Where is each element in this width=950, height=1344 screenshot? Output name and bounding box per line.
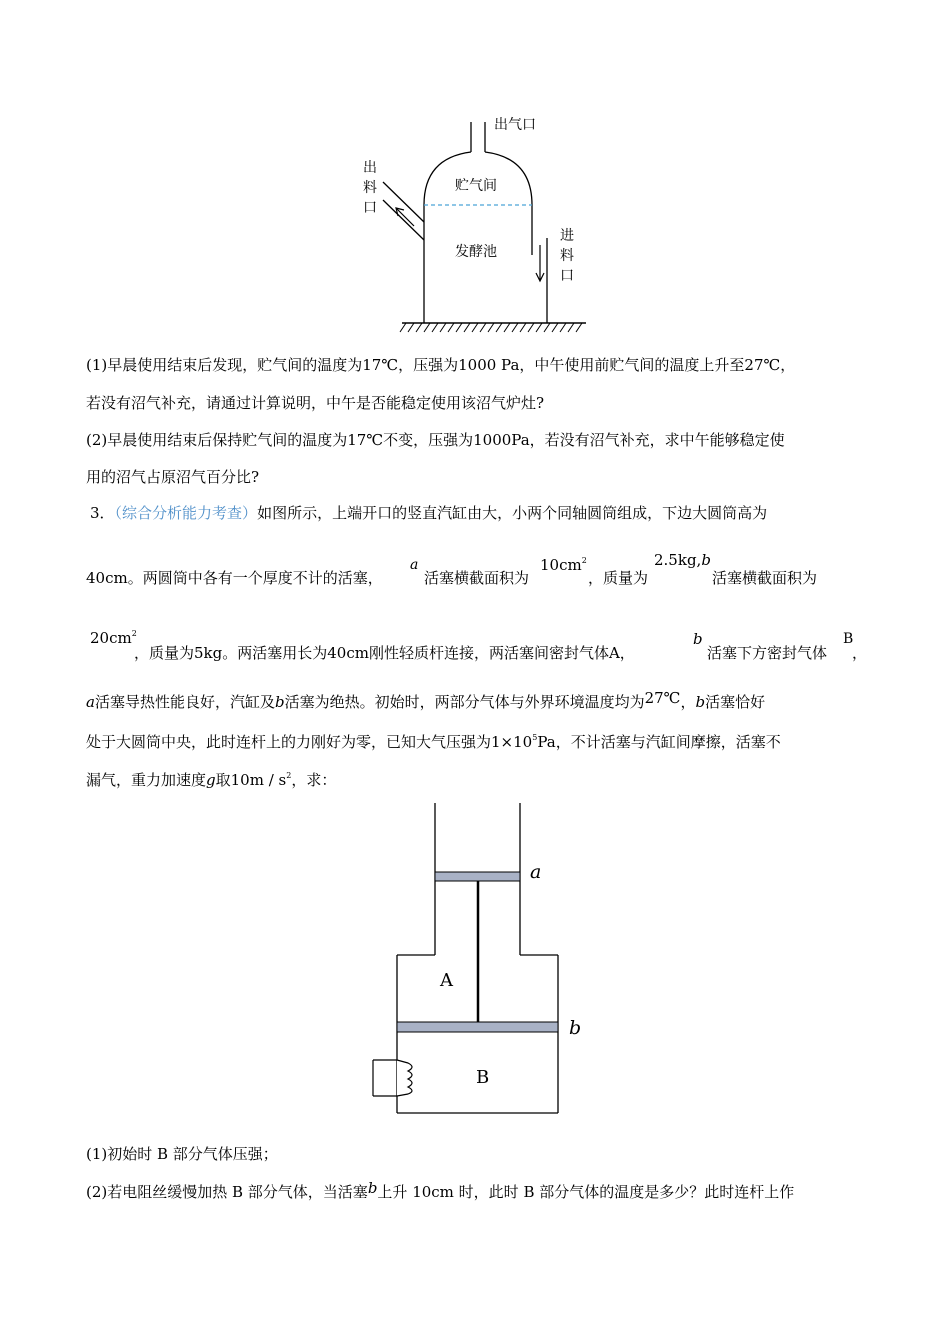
- outlet-label: 出气口: [494, 117, 536, 133]
- ferment-label: 发酵池: [455, 244, 497, 260]
- q2-part2-line2: 用的沼气占原沼气百分比?: [86, 468, 260, 486]
- q3-line4: [86, 689, 766, 712]
- part2a: (2)若电阻丝缓慢加热 B 部分气体，当活塞: [86, 1183, 368, 1201]
- q3-number: 3．: [90, 504, 115, 522]
- discharge-label-3: 口: [363, 200, 377, 216]
- q3-tag: （综合分析能力考查）: [114, 504, 258, 522]
- l5b: ，不计活塞与汽缸间摩擦，活塞不: [555, 733, 781, 751]
- q3-line3-area: [90, 628, 137, 648]
- avar: a: [86, 693, 95, 711]
- q3-line2c: ，质量为: [588, 569, 649, 587]
- l6c: ，求：: [291, 771, 337, 789]
- l5a: 处于大圆筒中央，此时连杆上的力刚好为零，已知大气压强为: [86, 733, 492, 751]
- piston-b: [397, 1022, 558, 1032]
- q3-line6: [86, 770, 336, 790]
- q3-line3-bvar: b: [693, 630, 703, 648]
- q3-part2: [86, 1179, 795, 1202]
- q3-line5: [86, 732, 781, 752]
- q3-line1: [90, 503, 767, 523]
- discharge-label-2: 料: [363, 180, 377, 196]
- q3-line2-avar: a: [410, 557, 419, 573]
- l4c: ，: [680, 693, 696, 711]
- q3-line2d: 活塞横截面积为: [712, 569, 818, 587]
- temp: 27℃: [644, 689, 681, 707]
- area-b-sup: 2: [131, 629, 137, 638]
- label-b: b: [569, 1017, 582, 1039]
- q3-line3-B: B: [843, 631, 854, 647]
- q2-part1-line2: 若没有沼气补充，请通过计算说明，中午是否能稳定使用该沼气炉灶?: [86, 394, 545, 412]
- q3-part1: (1)初始时 B 部分气体压强；: [86, 1145, 278, 1163]
- piston-a: [435, 872, 520, 881]
- q3-intro: 如图所示，上端开口的竖直汽缸由大，小两个同轴圆筒组成，下边大圆筒高为: [257, 504, 768, 522]
- bvar: b: [701, 551, 711, 569]
- pa-unit: Pa: [537, 733, 556, 751]
- l6b: 取: [215, 771, 231, 789]
- l4d: 活塞恰好: [705, 693, 766, 711]
- bvar3: b: [695, 693, 706, 711]
- l4a: 活塞导热性能良好，汽缸及: [94, 693, 275, 711]
- area-a-sup: 2: [581, 556, 587, 565]
- q2-part2-line1: (2)早晨使用结束后保持贮气间的温度为17℃不变，压强为1000Pa，若没有沼气补充，求中午能够稳定使: [86, 431, 785, 449]
- q3-line2a: 40cm。两圆筒中各有一个厚度不计的活塞，: [86, 569, 383, 587]
- q3-line3a: ，质量为5kg。两活塞用长为40cm刚性轻质杆连接，两活塞间密封气体A，: [134, 644, 635, 662]
- q2-part1-line1: (1)早晨使用结束后发现，贮气间的温度为17℃，压强为1000 Pa，中午使用前贮气间的温度上升至27℃，: [86, 356, 796, 374]
- l6a: 漏气，重力加速度: [86, 771, 207, 789]
- area-b: 20cm: [90, 629, 132, 647]
- bvar2: b: [274, 693, 285, 711]
- part2-bvar: b: [367, 1179, 378, 1197]
- g-sup: 2: [286, 771, 292, 780]
- l4b: 活塞为绝热。初始时，两部分气体与外界环境温度均为: [284, 693, 645, 711]
- q3-line3-comma: ，: [852, 644, 868, 662]
- pressure: 1×10: [491, 733, 533, 751]
- area-a: 10cm: [540, 556, 582, 574]
- part2b: 上升 10cm 时，此时 B 部分气体的温度是多少？此时连杆上作: [377, 1183, 795, 1201]
- biogas-digester-diagram: [360, 105, 600, 340]
- label-B: B: [476, 1067, 490, 1088]
- q3-line2-area: [540, 555, 587, 575]
- inlet-label-1: 进: [560, 228, 574, 244]
- gvalue: 10m / s: [230, 771, 287, 789]
- discharge-label-1: 出: [363, 160, 377, 176]
- gvar: g: [206, 771, 216, 789]
- inlet-label-3: 口: [560, 268, 574, 284]
- label-A: A: [440, 970, 453, 991]
- pressure-sup: 5: [532, 733, 538, 742]
- mass-a: 2.5kg,: [654, 551, 702, 569]
- inlet-label-2: 料: [560, 248, 574, 264]
- label-a: a: [530, 861, 542, 883]
- q3-line2b: 活塞横截面积为: [424, 569, 530, 587]
- storage-label: 贮气间: [455, 178, 497, 194]
- q3-line2-mass: [654, 550, 711, 570]
- q3-line3b: 活塞下方密封气体: [707, 644, 828, 662]
